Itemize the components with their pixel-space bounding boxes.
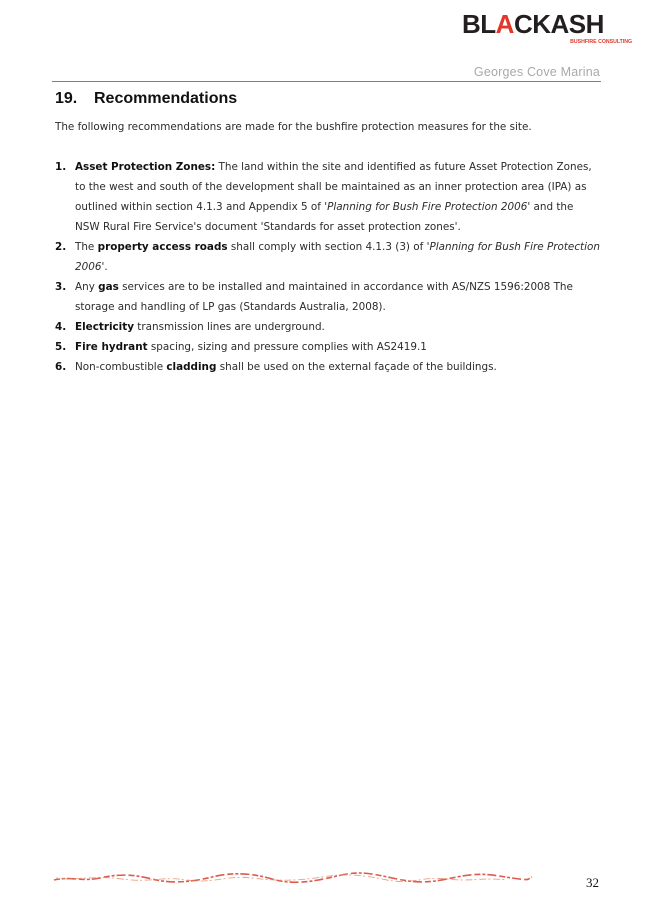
item-prefix: Non-combustible [75,361,167,373]
item-text-tail: . [104,261,108,273]
item-keyword: gas [98,281,119,293]
item-text: transmission lines are underground. [133,321,325,333]
item-keyword: Asset Protection Zones: [75,161,216,173]
recommendation-item [55,357,600,377]
item-keyword: Fire hydrant [75,341,148,353]
item-prefix: The [75,241,98,253]
item-text: The land within the site and identified as future Asset Protection Zones, to the west and south of the development shall be maintained as an inner protection area (IPA) as outlined within section 4.1.3 and Appendix 5 of [75,161,592,213]
item-number: 5. [55,341,67,353]
project-name: Georges Cove Marina [473,65,600,79]
item-keyword: cladding [166,361,217,373]
recommendation-item [55,157,600,237]
page-number: 32 [586,875,599,890]
item-number: 3. [55,281,67,293]
item-prefix: Any [75,281,99,293]
section-number: 19. [55,90,78,107]
section-title: Recommendations [94,90,238,107]
item-keyword: Electricity [75,321,134,333]
item-text: services are to be installed and maintained in accordance with AS/NZS 1596:2008 The storage and handling of LP gas (Standards Australia, 2008). [75,281,573,313]
header-divider [52,81,601,82]
item-keyword: property access roads [97,241,228,253]
item-number: 6. [55,361,67,373]
item-text-tail: and the NSW Rural Fire Service's document 'Standards for asset protection zones'. [75,201,574,233]
logo-tagline: BUSHFIRE CONSULTING [570,39,632,45]
svg-text:BLACKASH [462,10,604,39]
item-citation: 'Planning for Bush Fire Protection 2006' [75,241,600,273]
logo-text-a: A [495,10,514,39]
blackash-logo [462,10,634,46]
logo-text-bl: BL [462,10,496,39]
recommendation-item [55,337,600,357]
recommendations-list [55,157,600,377]
item-citation: 'Planning for Bush Fire Protection 2006' [324,201,531,213]
item-text: shall be used on the external façade of the buildings. [216,361,497,373]
item-number: 4. [55,321,67,333]
item-text: spacing, sizing and pressure complies with AS2419.1 [147,341,427,353]
item-number: 2. [55,241,67,253]
recommendation-item [55,277,600,317]
logo-text-ckash: CKASH [513,10,604,39]
footer-decoration [52,870,534,884]
recommendation-item [55,317,600,337]
item-text: shall comply with section 4.1.3 (3) of [227,241,427,253]
intro-paragraph: The following recommendations are made for the bushfire protection measures for the site. [55,121,532,133]
recommendation-item [55,237,600,277]
section-heading [55,90,237,108]
item-number: 1. [55,161,67,173]
